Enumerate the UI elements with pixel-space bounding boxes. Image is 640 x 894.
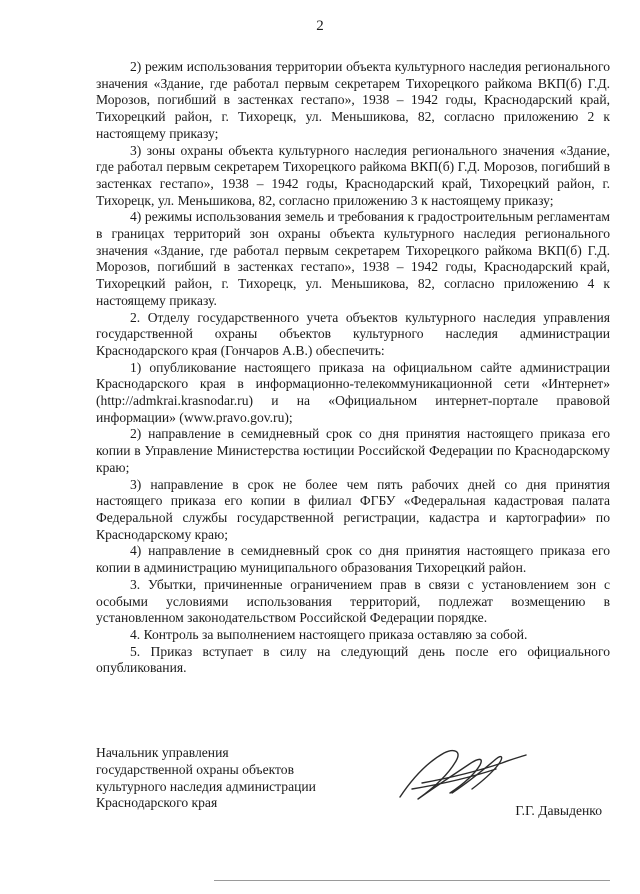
page-number: 2 bbox=[316, 18, 324, 34]
signer-position-line: Начальник управления bbox=[96, 745, 229, 760]
paragraph-municipal-copy: 4) направление в семидневный срок со дня принятия настоящего приказа его копии в администрацию муниципального образования Тихорецкий район. bbox=[96, 543, 610, 576]
paragraph-ministry-copy: 2) направление в семидневный срок со дня принятия настоящего приказа его копии в Управление Министерства юстиции Российской Федерации по Краснодарскому краю; bbox=[96, 426, 610, 475]
signer-position-line: культурного наследия администрации bbox=[96, 778, 316, 794]
signer-position-line: Краснодарского края bbox=[96, 795, 218, 811]
signature-block bbox=[96, 745, 610, 818]
paragraph-damages: 3. Убытки, причиненные ограничением прав в связи с установлением зон с особыми условиями использования территорий, подлежат возмещению в установленном законодательством Российской Федерации порядке. bbox=[96, 576, 610, 626]
signer-name: Г.Г. Давыденко bbox=[515, 803, 602, 818]
document-body bbox=[96, 59, 610, 677]
handwritten-signature bbox=[392, 739, 532, 809]
footer-divider bbox=[214, 880, 610, 881]
paragraph-land-use-regimes: 4) режимы использования земель и требования к градостроительным регламентам в границах территорий зон охраны объекта культурного наследия регионального значения «Здание, где работал первым секретарем Тихорецкого райкома ВКП(б) Г.Д. Морозов, погибший в застенках гестапо», 1938 – 1942 годы, Краснодарский край, Тихорецкий район, г. Тихорецк, ул. Меньшикова, 82, согласно приложению 4 к настоящему приказу. bbox=[96, 209, 610, 308]
paragraph-control: 4. Контроль за выполнением настоящего приказа оставляю за собой. bbox=[130, 626, 528, 642]
paragraph-department-duties: 2. Отделу государственного учета объектов культурного наследия управления государственной охраны объектов культурного наследия администрации Краснодарского края (Гончаров А.В.) обеспечить: bbox=[96, 309, 610, 358]
paragraph-entry-into-force: 5. Приказ вступает в силу на следующий день после его официального опубликования. bbox=[96, 643, 610, 676]
signer-position-line: государственной охраны объектов bbox=[96, 761, 295, 777]
paragraph-cadastral-copy: 3) направление в срок не более чем пять рабочих дней со дня принятия настоящего приказа его копии в филиал ФГБУ «Федеральная кадастровая палата Федеральной службы государственной регистрации, кадастра и картографии» по Краснодарскому краю; bbox=[96, 476, 610, 542]
paragraph-territory-regime: 2) режим использования территории объекта культурного наследия регионального значения «Здание, где работал первым секретарем Тихорецкого райкома ВКП(б) Г.Д. Морозов, погибший в застенках гестапо», 1938 – 1942 годы, Краснодарский край, Тихорецкий район, г. Тихорецк, ул. Меньшикова, 82, согласно приложению 2 к настоящему приказу; bbox=[96, 59, 610, 141]
paragraph-protection-zones: 3) зоны охраны объекта культурного наследия регионального значения «Здание, где работал первым секретарем Тихорецкого райкома ВКП(б) Г.Д. Морозов, погибший в застенках гестапо», 1938 – 1942 годы, Краснодарский край, Тихорецкий район, г. Тихорецк, ул. Меньшикова, 82, согласно приложению 3 к настоящему приказу; bbox=[96, 142, 610, 208]
paragraph-publication: 1) опубликование настоящего приказа на официальном сайте администрации Краснодарского края в информационно-телекоммуникационной сети «Интернет» (http://admkrai.krasnodar.ru) и на «Официальном интернет-портале правовой информации» (www.pravo.gov.ru); bbox=[96, 359, 610, 425]
